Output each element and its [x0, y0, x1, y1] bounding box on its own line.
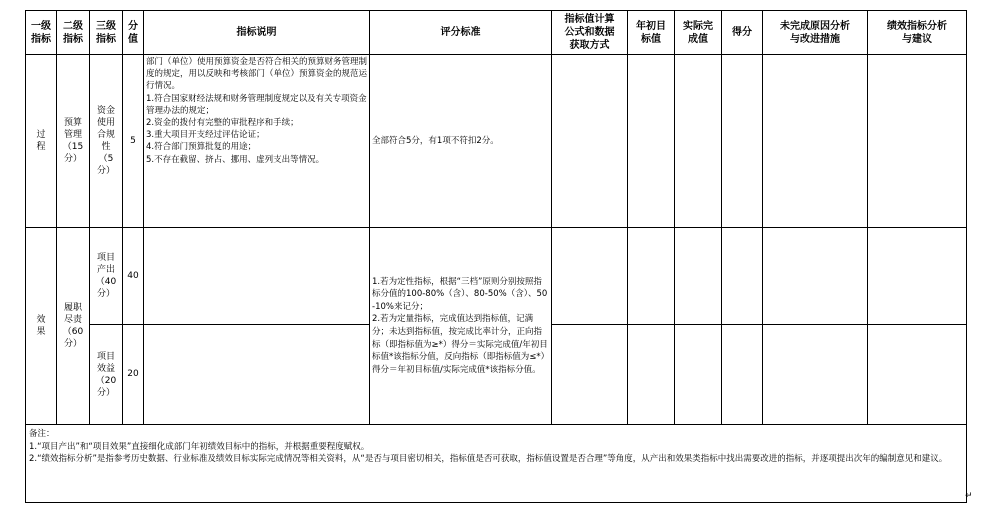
process-level2: 预算 管理 （15 分）: [57, 55, 90, 228]
header-description: 指标说明: [144, 11, 370, 55]
process-reasons-cell[interactable]: [763, 55, 868, 228]
benefit-description-cell[interactable]: [144, 325, 370, 425]
notes-row: [26, 425, 967, 503]
header-level3: 三级 指标: [90, 11, 123, 55]
header-points: 得分: [722, 11, 763, 55]
output-target-cell[interactable]: [628, 228, 675, 325]
benefit-formula-cell[interactable]: [552, 325, 628, 425]
process-target-cell[interactable]: [628, 55, 675, 228]
process-row: [26, 55, 967, 228]
output-score: 40: [123, 228, 144, 325]
process-criteria: 全部符合5分，有1项不符扣2分。: [370, 55, 552, 228]
header-formula: 指标值计算 公式和数据 获取方式: [552, 11, 628, 55]
header-target: 年初目 标值: [628, 11, 675, 55]
process-level3: 资金 使用 合规 性 （5 分）: [90, 55, 123, 228]
performance-evaluation-table: [25, 10, 967, 503]
paragraph-mark: ↵: [965, 491, 973, 501]
process-points-cell[interactable]: [722, 55, 763, 228]
header-actual: 实际完 成值: [675, 11, 722, 55]
effect-level1: 效 果: [26, 228, 57, 425]
process-score: 5: [123, 55, 144, 228]
benefit-level3: 项目 效益 （20 分）: [90, 325, 123, 425]
header-analysis: 绩效指标分析 与建议: [868, 11, 967, 55]
benefit-target-cell[interactable]: [628, 325, 675, 425]
process-description: 部门（单位）使用预算资金是否符合相关的预算财务管理制度的规定，用以反映和考核部门（单位）预算资金的规范运行情况。 1.符合国家财经法规和财务管理制度规定以及有关专项资金管理办法的规定； 2.资金的拨付有完整的审批程序和手续； 3.重大项目开支经过评估论证； 4.符合部门预算批复的用途； 5.不存在截留、挤占、挪用、虚列支出等情况。: [144, 55, 370, 228]
benefit-analysis-cell[interactable]: [868, 325, 967, 425]
output-description-cell[interactable]: [144, 228, 370, 325]
benefit-points-cell[interactable]: [722, 325, 763, 425]
benefit-reasons-cell[interactable]: [763, 325, 868, 425]
header-level2: 二级 指标: [57, 11, 90, 55]
effect-criteria: 1.若为定性指标，根据“三档”原则分别按照指标分值的100-80%（含）、80-50%（含）、50-10%来记分； 2.若为定量指标，完成值达到指标值，记满分；未达到指标值，按完成比率计分，正向指标（即指标值为≥*）得分＝实际完成值/年初目标值*该指标分值，反向指标（即指标值为≤*）得分＝年初目标值/实际完成值*该指标分值。: [370, 228, 552, 425]
process-level1: 过 程: [26, 55, 57, 228]
header-row: [26, 11, 967, 55]
process-actual-cell[interactable]: [675, 55, 722, 228]
effect-level2: 履职 尽责 （60 分）: [57, 228, 90, 425]
header-criteria: 评分标准: [370, 11, 552, 55]
header-reasons: 未完成原因分析 与改进措施: [763, 11, 868, 55]
process-formula-cell[interactable]: [552, 55, 628, 228]
output-row: [26, 228, 967, 325]
output-actual-cell[interactable]: [675, 228, 722, 325]
benefit-score: 20: [123, 325, 144, 425]
output-level3: 项目 产出 （40 分）: [90, 228, 123, 325]
benefit-actual-cell[interactable]: [675, 325, 722, 425]
output-analysis-cell[interactable]: [868, 228, 967, 325]
process-analysis-cell[interactable]: [868, 55, 967, 228]
output-reasons-cell[interactable]: [763, 228, 868, 325]
header-score: 分 值: [123, 11, 144, 55]
notes-cell: [26, 425, 967, 503]
output-formula-cell[interactable]: [552, 228, 628, 325]
notes-line-1: 1.“项目产出”和“项目效果”直接细化成部门年初绩效目标中的指标，并根据重要程度赋权。: [29, 441, 370, 452]
notes-line-2: 2.“绩效指标分析”是指参考历史数据、行业标准及绩效目标实际完成情况等相关资料，从“是否与项目密切相关，指标值是否可获取，指标值设置是否合理”等角度，从产出和效果类指标中找出需要改进的指标，并逐项提出次年的编制意见和建议。: [29, 454, 948, 464]
output-points-cell[interactable]: [722, 228, 763, 325]
header-level1: 一级 指标: [26, 11, 57, 55]
notes-title: 备注：: [29, 429, 55, 439]
